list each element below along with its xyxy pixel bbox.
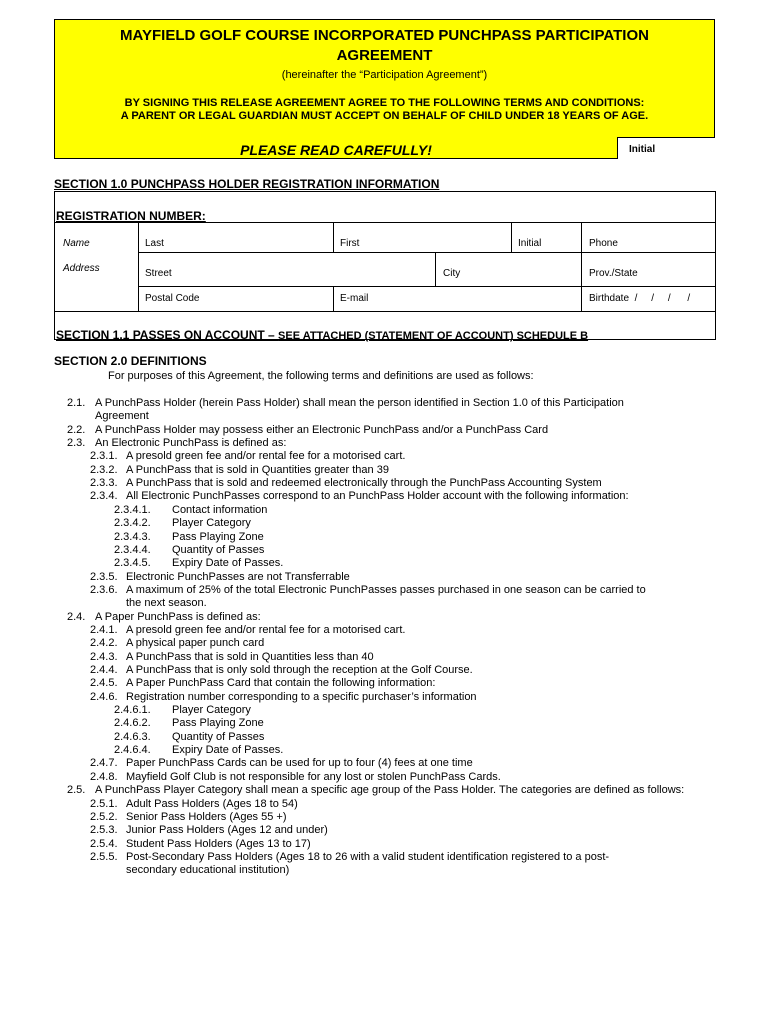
- phone-field[interactable]: [582, 223, 715, 252]
- please-read-notice: PLEASE READ CAREFULLY!: [240, 142, 432, 158]
- document-title-line2: AGREEMENT: [336, 47, 433, 64]
- definition-text: Quantity of Passes: [172, 543, 265, 556]
- definition-number: 2.5.: [67, 784, 86, 797]
- section-1-1-heading-main: SECTION 1.1 PASSES ON ACCOUNT –: [56, 328, 279, 342]
- definition-number: 2.3.6.: [90, 583, 118, 596]
- definition-number: 2.4.2.: [90, 637, 118, 650]
- table-rule: [55, 311, 715, 312]
- definition-text: Player Category: [172, 704, 251, 717]
- definition-number: 2.3.4.1.: [114, 503, 151, 516]
- name-row-label: Name: [63, 238, 90, 249]
- definition-number: 2.5.4.: [90, 837, 118, 850]
- definition-number: 2.3.5.: [90, 570, 118, 583]
- definition-number: 2.4.7.: [90, 757, 118, 770]
- city-label: City: [443, 268, 461, 279]
- definition-text: A PunchPass that is sold in Quantities greater than 39: [126, 463, 389, 476]
- definition-text: Student Pass Holders (Ages 13 to 17): [126, 837, 311, 850]
- section-1-1-heading: [56, 326, 588, 344]
- definition-text: Expiry Date of Passes.: [172, 744, 284, 757]
- definition-number: 2.1.: [67, 397, 86, 409]
- postal-code-field[interactable]: [139, 287, 333, 311]
- definition-number: 2.4.1.: [90, 623, 118, 636]
- definition-number: 2.4.5.: [90, 677, 118, 690]
- definition-text: Adult Pass Holders (Ages 18 to 54): [126, 797, 298, 810]
- definition-text: A maximum of 25% of the total Electronic PunchPasses passes purchased in one season can be carried to: [126, 583, 646, 596]
- definition-text: A PunchPass that is sold and redeemed electronically through the PunchPass Accounting System: [126, 477, 602, 490]
- definition-number: 2.5.1.: [90, 797, 118, 810]
- section-2-0-heading: SECTION 2.0 DEFINITIONS: [54, 354, 207, 368]
- definition-text: Player Category: [172, 517, 251, 530]
- street-field[interactable]: [139, 253, 435, 286]
- definition-text: A PunchPass Player Category shall mean a specific age group of the Pass Holder. The categories are defined as follows:: [95, 784, 685, 797]
- middle-initial-field[interactable]: [512, 223, 581, 252]
- definition-text: Agreement: [95, 410, 149, 423]
- street-label: Street: [145, 268, 172, 279]
- definition-text: A physical paper punch card: [126, 637, 265, 650]
- definitions-intro: For purposes of this Agreement, the following terms and definitions are used as follows:: [108, 370, 534, 382]
- definition-number: 2.3.1.: [90, 450, 118, 463]
- definition-text: All Electronic PunchPasses correspond to an PunchPass Holder account with the following information:: [126, 490, 629, 503]
- definition-number: 2.4.: [67, 610, 86, 623]
- definition-number: 2.5.3.: [90, 824, 118, 837]
- terms-notice-line1: BY SIGNING THIS RELEASE AGREEMENT AGREE TO THE FOLLOWING TERMS AND CONDITIONS:: [124, 97, 645, 109]
- definition-number: 2.3.: [67, 437, 86, 450]
- definition-number: 2.3.4.4.: [114, 543, 151, 556]
- birthdate-field[interactable]: [582, 287, 715, 311]
- registration-number-label: REGISTRATION NUMBER:: [56, 209, 206, 223]
- definition-text: Post-Secondary Pass Holders (Ages 18 to 26 with a valid student identification registered to a post-: [126, 850, 610, 863]
- registration-table: [54, 191, 716, 340]
- agreement-header: [54, 19, 715, 159]
- definition-text: Junior Pass Holders (Ages 12 and under): [126, 824, 328, 837]
- definition-number: 2.3.4.2.: [114, 517, 151, 530]
- definition-text: Registration number corresponding to a specific purchaser’s information: [126, 690, 477, 703]
- terms-notice-line2: A PARENT OR LEGAL GUARDIAN MUST ACCEPT ON BEHALF OF CHILD UNDER 18 YEARS OF AGE.: [120, 110, 649, 122]
- first-name-label: First: [340, 238, 360, 249]
- initial-label: Initial: [629, 144, 656, 155]
- definition-number: 2.4.3.: [90, 650, 118, 663]
- first-name-field[interactable]: [334, 223, 511, 252]
- definition-number: 2.3.4.5.: [114, 557, 151, 570]
- prov-state-label: Prov./State: [589, 268, 638, 279]
- definition-text: A PunchPass Holder (herein Pass Holder) shall mean the person identified in Section 1.0 of this Participation: [95, 397, 624, 409]
- definition-number: 2.4.6.: [90, 690, 118, 703]
- definition-number: 2.3.2.: [90, 463, 118, 476]
- definition-text: Pass Playing Zone: [172, 717, 264, 730]
- definition-number: 2.4.6.1.: [114, 704, 151, 717]
- definition-text: Pass Playing Zone: [172, 530, 264, 543]
- definition-text: Mayfield Golf Club is not responsible for any lost or stolen PunchPass Cards.: [126, 770, 501, 783]
- document-title-line1: MAYFIELD GOLF COURSE INCORPORATED PUNCHPASS PARTICIPATION: [120, 27, 649, 44]
- definition-text: Senior Pass Holders (Ages 55 +): [126, 810, 287, 823]
- definition-text: An Electronic PunchPass is defined as:: [95, 437, 287, 450]
- definition-text: Contact information: [172, 503, 268, 516]
- definition-text: the next season.: [126, 597, 207, 610]
- email-label: E-mail: [340, 293, 369, 304]
- definition-text: Electronic PunchPasses are not Transferrable: [126, 570, 350, 583]
- definition-number: 2.4.4.: [90, 664, 118, 676]
- definition-text: A presold green fee and/or rental fee for a motorised cart.: [126, 450, 406, 463]
- section-1-0-heading: SECTION 1.0 PUNCHPASS HOLDER REGISTRATION INFORMATION: [54, 177, 440, 191]
- definition-number: 2.3.4.3.: [114, 530, 151, 543]
- last-name-field[interactable]: [139, 223, 333, 252]
- definition-text: A PunchPass Holder may possess either an Electronic PunchPass and/or a PunchPass Card: [95, 423, 549, 436]
- definition-text: secondary educational institution): [126, 864, 290, 877]
- definition-number: 2.4.8.: [90, 770, 118, 783]
- definition-number: 2.4.6.3.: [114, 730, 151, 743]
- definition-number: 2.4.6.2.: [114, 717, 151, 730]
- city-field[interactable]: [436, 253, 581, 286]
- email-field[interactable]: [334, 287, 581, 311]
- document-subtitle: (hereinafter the “Participation Agreement”): [281, 69, 488, 81]
- last-name-label: Last: [145, 238, 164, 249]
- definition-number: 2.5.5.: [90, 850, 118, 863]
- initial-field[interactable]: [617, 137, 715, 159]
- definition-text: Paper PunchPass Cards can be used for up to four (4) fees at one time: [126, 757, 473, 770]
- definition-number: 2.4.6.4.: [114, 744, 151, 757]
- definition-text: A presold green fee and/or rental fee for a motorised cart.: [126, 623, 406, 636]
- definition-number: 2.3.4.: [90, 490, 118, 503]
- postal-code-label: Postal Code: [145, 293, 200, 304]
- definition-text: A PunchPass that is sold in Quantities less than 40: [126, 650, 374, 663]
- birthdate-label: Birthdate / / / /: [589, 293, 691, 304]
- definition-text: A Paper PunchPass is defined as:: [95, 610, 261, 623]
- address-row-label: Address: [63, 263, 100, 274]
- definition-text: Quantity of Passes: [172, 730, 265, 743]
- definition-text: A Paper PunchPass Card that contain the following information:: [126, 677, 436, 690]
- definition-text: A PunchPass that is only sold through the reception at the Golf Course.: [126, 664, 473, 676]
- definition-number: 2.2.: [67, 423, 86, 436]
- section-1-1-heading-rest: SEE ATTACHED (STATEMENT OF ACCOUNT) SCHEDULE B: [278, 330, 589, 342]
- definition-number: 2.3.3.: [90, 477, 118, 490]
- phone-label: Phone: [589, 238, 618, 249]
- definition-number: 2.5.2.: [90, 810, 118, 823]
- definition-text: Expiry Date of Passes.: [172, 557, 284, 570]
- middle-initial-label: Initial: [518, 238, 542, 249]
- prov-state-field[interactable]: [582, 253, 715, 286]
